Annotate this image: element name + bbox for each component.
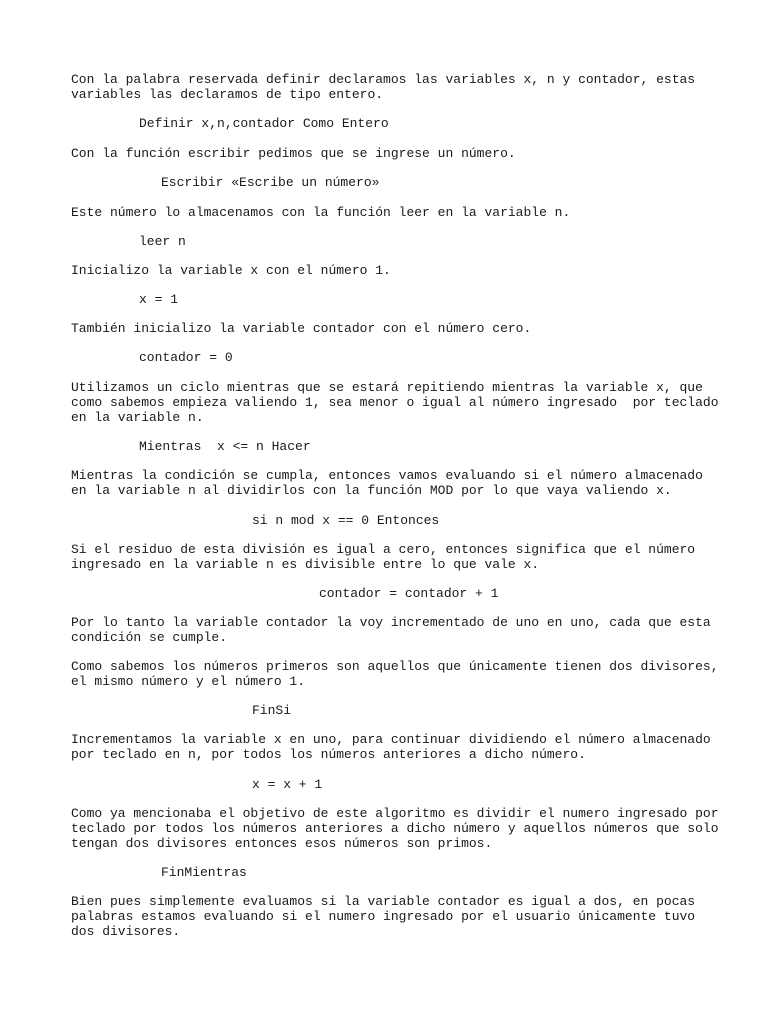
text-line: en la variable n. [71,410,204,425]
text-line: Utilizamos un ciclo mientras que se estará repitiendo mientras la variable x, que [71,380,703,395]
code-line: FinSi [252,703,292,718]
text-line: en la variable n al dividirlos con la función MOD por lo que vaya valiendo x. [71,483,672,498]
text-line: dos divisores. [71,924,181,939]
text-line: el mismo número y el número 1. [71,674,306,689]
text-line: palabras estamos evaluando si el numero ingresado por el usuario únicamente tuvo [71,909,696,924]
text-line: También inicializo la variable contador con el número cero. [71,321,532,336]
text-line: Mientras la condición se cumpla, entonces vamos evaluando si el número almacenado [71,468,703,483]
code-line: si n mod x == 0 Entonces [252,513,440,528]
text-line: como sabemos empieza valiendo 1, sea menor o igual al número ingresado por teclado [71,395,719,410]
text-line: teclado por todos los números anteriores a dicho número y aquellos números que solo [71,821,719,836]
text-line: Con la función escribir pedimos que se ingrese un número. [71,146,516,161]
code-line: FinMientras [161,865,247,880]
text-line: condición se cumple. [71,630,228,645]
code-line: contador = 0 [139,350,233,365]
text-line: por teclado en n, por todos los números anteriores a dicho número. [71,747,586,762]
code-line: contador = contador + 1 [319,586,499,601]
text-line: variables las declaramos de tipo entero. [71,87,384,102]
code-line: Definir x,n,contador Como Entero [139,116,389,131]
text-line: tengan dos divisores entonces esos números son primos. [71,836,493,851]
code-line: leer n [139,234,186,249]
text-line: Incrementamos la variable x en uno, para continuar dividiendo el número almacenado [71,732,711,747]
text-line: Como sabemos los números primeros son aquellos que únicamente tienen dos divisores, [71,659,719,674]
text-line: ingresado en la variable n es divisible entre lo que vale x. [71,557,540,572]
code-line: Escribir «Escribe un número» [161,175,380,190]
text-line: Inicializo la variable x con el número 1. [71,263,391,278]
code-line: x = x + 1 [252,777,323,792]
code-line: Mientras x <= n Hacer [139,439,311,454]
text-line: Este número lo almacenamos con la función leer en la variable n. [71,205,571,220]
text-line: Como ya mencionaba el objetivo de este algoritmo es dividir el numero ingresado por [71,806,719,821]
text-line: Si el residuo de esta división es igual a cero, entonces significa que el número [71,542,696,557]
code-line: x = 1 [139,292,179,307]
text-line: Por lo tanto la variable contador la voy incrementado de uno en uno, cada que esta [71,615,711,630]
text-line: Con la palabra reservada definir declaramos las variables x, n y contador, estas [71,72,696,87]
text-line: Bien pues simplemente evaluamos si la variable contador es igual a dos, en pocas [71,894,696,909]
